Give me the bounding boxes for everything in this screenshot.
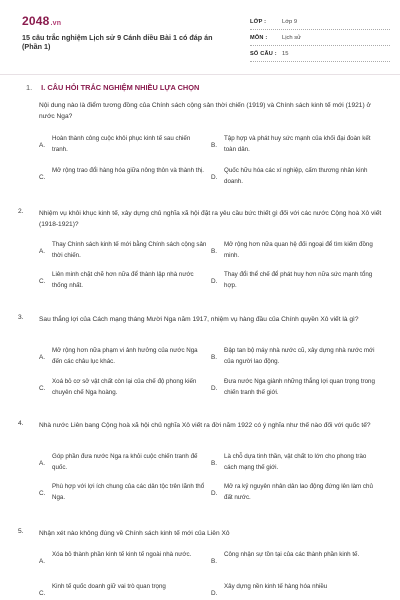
question-number: 5. [18, 528, 24, 535]
meta-class-value: Lớp 9 [282, 18, 298, 25]
option-text: Xóa bỏ thành phần kinh tế kinh tế ngoài nhà nước. [52, 551, 192, 558]
meta-count-row [250, 46, 390, 62]
option-letter: A. [39, 460, 46, 467]
meta-class-label: LỚP : [250, 18, 267, 25]
question-number: 4. [18, 420, 24, 427]
option-text: Đập tan bộ máy nhà nước cũ, xây dựng nhà nước mới của người lao động. [224, 347, 375, 365]
option-letter: D. [211, 490, 218, 497]
quiz-meta [250, 14, 390, 62]
meta-count-value: 15 [282, 50, 289, 57]
option-letter: B. [211, 142, 218, 149]
option-text: Mở rộng trao đổi hàng hóa giữa nông thôn và thành thị. [52, 167, 204, 174]
option-letter: B. [211, 354, 218, 361]
option-letter: C. [39, 590, 46, 597]
question-number: 3. [18, 314, 24, 321]
logo-domain: .vn [50, 20, 62, 27]
section-title: I. CÂU HỎI TRẮC NGHIỆM NHIỀU LỰA CHỌN [41, 83, 200, 92]
option-text: Mở rộng hơn nữa phạm vi ảnh hưởng của nước Nga đến các châu lục khác. [52, 347, 198, 365]
option-text: Mở ra kỷ nguyên nhân dân lao động đứng lên làm chủ đất nước. [224, 483, 373, 501]
option-letter: D. [211, 385, 218, 392]
option-letter: B. [211, 248, 218, 255]
option-text: Thay đổi thể chế để phát huy hơn nữa sức mạnh tổng hợp. [224, 271, 373, 289]
option-letter: C. [39, 385, 46, 392]
option-text: Mở rộng hơn nữa quan hệ đối ngoại để tìm kiếm đồng minh. [224, 241, 373, 259]
option-text: Đưa nước Nga giành những thắng lợi quan trọng trong chiến tranh thế giới. [224, 378, 375, 396]
question-number: 2. [18, 208, 24, 215]
question-stem: Nhận xét nào không đúng về Chính sách kinh tế mới của Liên Xô [39, 530, 230, 537]
logo-number: 2048 [22, 14, 50, 28]
option-letter: A. [39, 354, 46, 361]
option-text: Xây dựng nền kinh tế hàng hóa nhiều [224, 583, 328, 590]
option-letter: A. [39, 558, 46, 565]
option-letter: C. [39, 278, 46, 285]
option-letter: D. [211, 174, 218, 181]
option-text: Xoá bỏ cơ sở vật chất còn lại của chế độ phong kiến chuyên chế Nga hoàng. [52, 378, 197, 396]
option-letter: C. [39, 174, 46, 181]
site-logo[interactable] [22, 14, 61, 28]
meta-subject-value: Lịch sử [282, 34, 302, 41]
option-text: Hoàn thành công cuộc khôi phục kinh tế sau chiến tranh. [52, 135, 191, 153]
option-text: Quốc hữu hóa các xí nghiệp, cấm thương nhân kinh doanh. [224, 167, 368, 185]
meta-subject-label: MÔN : [250, 34, 268, 41]
option-text: Kinh tế quốc doanh giữ vai trò quan trọng [52, 583, 166, 590]
question-stem: Nội dung nào là điểm tương đồng của Chính sách cộng sản thời chiến (1919) và Chính sách kinh tế mới (1921) ở nước Nga? [39, 102, 371, 120]
section-number: 1. [26, 83, 33, 92]
question-stem: Sau thắng lợi của Cách mạng tháng Mười Nga năm 1917, nhiệm vụ hàng đầu của Chính quyền Xô viết là gì? [39, 316, 359, 323]
option-letter: B. [211, 460, 218, 467]
meta-subject-row [250, 30, 390, 46]
option-letter: A. [39, 248, 46, 255]
page-title: 15 câu trắc nghiệm Lịch sử 9 Cánh diều Bài 1 có đáp án (Phần 1) [22, 33, 213, 51]
option-letter: D. [211, 590, 218, 597]
option-text: Góp phần đưa nước Nga ra khỏi cuộc chiến tranh đế quốc. [52, 453, 198, 471]
option-letter: B. [211, 558, 218, 565]
option-letter: A. [39, 142, 46, 149]
option-text: Liên minh chặt chẽ hơn nữa để thành lập nhà nước thống nhất. [52, 271, 194, 289]
option-letter: C. [39, 490, 46, 497]
option-text: Công nhận sự tồn tại của các thành phần kinh tế. [224, 551, 360, 558]
section-heading [26, 83, 199, 92]
option-letter: D. [211, 278, 218, 285]
meta-count-label: SỐ CÂU : [250, 50, 277, 57]
option-text: Là chỗ dựa tinh thần, vật chất to lớn cho phong trào cách mạng thế giới. [224, 453, 367, 471]
option-text: Tập hợp và phát huy sức mạnh của khối đại đoàn kết toàn dân. [224, 135, 371, 153]
page-header [0, 0, 400, 66]
question-stem: Nhiệm vụ khôi khục kinh tế, xây dựng chủ nghĩa xã hội đặt ra yêu cầu bức thiết gì đối với các nước Cộng hoà Xô viết (1918-1921)? [39, 210, 382, 228]
option-text: Phù hợp với lợi ích chung của các dân tộc trên lãnh thổ Nga. [52, 483, 205, 501]
option-text: Thay Chính sách kinh tế mới bằng Chính sách cộng sản thời chiến. [52, 241, 207, 259]
question-stem: Nhà nước Liên bang Cộng hoà xã hội chủ nghĩa Xô viết ra đời năm 1922 có ý nghĩa như thế nào đối với quốc tế? [39, 422, 371, 429]
meta-class-row [250, 14, 390, 30]
header-divider [0, 74, 400, 75]
